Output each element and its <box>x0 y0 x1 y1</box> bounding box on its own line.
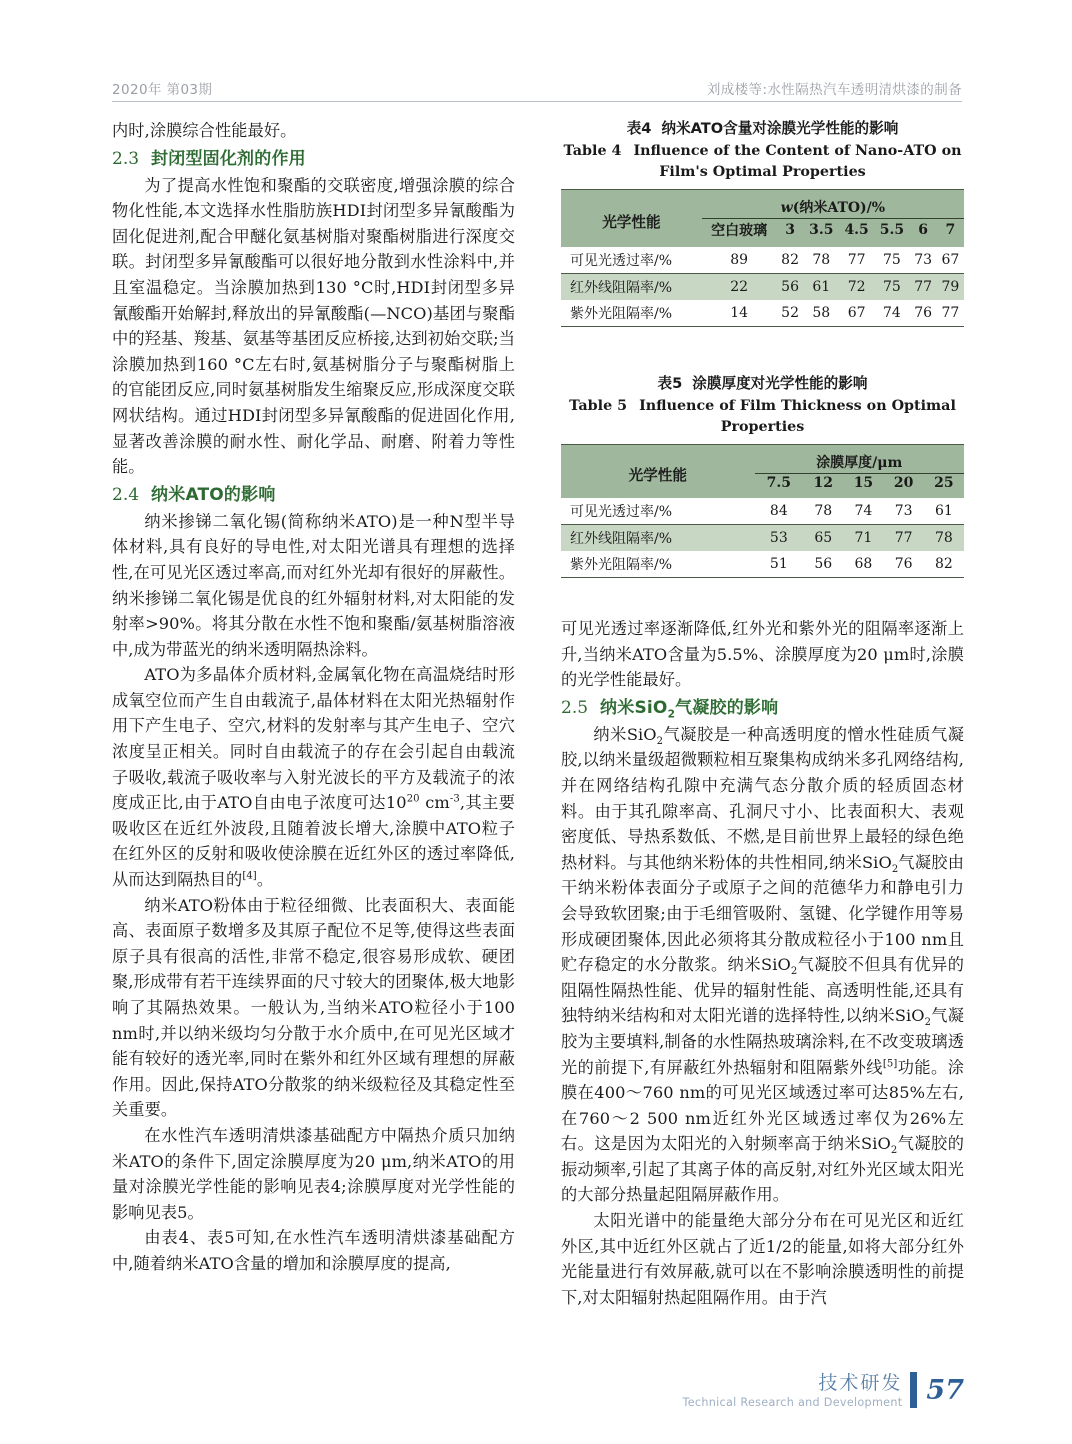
table-5-caption-en <box>561 396 964 438</box>
heading-2-5-title-pre: 纳米SiO <box>600 697 668 718</box>
table-4-body <box>561 247 964 327</box>
table-5-cell: 76 <box>884 551 924 578</box>
heading-2-4-number: 2.4 <box>112 484 140 505</box>
table-4-caption-en <box>561 141 964 183</box>
table-row <box>561 498 964 525</box>
table-4-cell: 77 <box>914 279 933 295</box>
table-4-group-symbol: w <box>780 200 793 216</box>
table-5-col-header: 12 <box>813 475 833 491</box>
table-5-group-row <box>561 445 964 474</box>
para-251-b: 气凝胶由干纳米粉体表面分子或原子之间的范德华力和静电引力会导致软团聚;由于毛细管吸附、氢键、化学键作用等易形成硬团聚体,因此必须将其分散成粒径小于100 nm且贮存稳定的水分散浆。纳米SiO <box>561 852 964 975</box>
sio2-subscript: 2 <box>790 966 798 978</box>
heading-2-5-subscript: 2 <box>667 708 676 721</box>
para-242-pre: ATO为多晶体介质材料,金属氧化物在高温烧结时形成氧空位而产生自由载流子,晶体材料在太阳光热辐射作用下产生电子、空穴,材料的发射率与其产生电子、空穴浓度呈正相关。同时自由载流子的存在会引起自由载流子吸收,载流子吸收率与入射光波长的平方及载流子的浓度成正比,由于ATO自由电子浓度可达10 <box>112 665 515 813</box>
table-5-cell: 84 <box>755 498 804 525</box>
paragraph-2-4-4: 在水性汽车透明清烘漆基础配方中隔热介质只加纳米ATO的条件下,固定涂膜厚度为20 μm,纳米ATO的用量对涂膜光学性能的影响见表4;涂膜厚度对光学性能的影响见表5。 <box>112 1125 515 1222</box>
running-head-title: 刘成楼等:水性隔热汽车透明清烘漆的制备 <box>706 82 962 98</box>
paragraph-2-4-5: 由表4、表5可知,在水性汽车透明清烘漆基础配方中,随着纳米ATO含量的增加和涂膜厚度的提高, <box>112 1228 515 1273</box>
running-head-rule <box>112 101 962 102</box>
paragraph-2-3-1: 为了提高水性饱和聚酯的交联密度,增强涂膜的综合物化性能,本文选择水性脂肪族HDI封闭型多异氰酸酯为固化促进剂,配合甲醚化氨基树脂对聚酯树脂进行深度交联。封闭型多异氰酸酯可以很好地分散到水性涂料中,并且室温稳定。当涂膜加热到130 °C时,HDI封闭型多异氰酸酯开始解封,释放出的异氰酸酯(—NCO)基团与聚酯中的羟基、羧基、氨基等基团反应桥接,达到初始交联;当涂膜加热到160 °C左右时,氨基树脂分子与聚酯树脂上的官能团反应,同时氨基树脂发生缩聚反应,形成深度交联网状结构。通过HDI封闭型多异氰酸酯的促进固化作用,显著改善涂膜的耐水性、耐化学品、耐磨、附着力等性能。 <box>112 175 515 477</box>
table-5-col-header: 25 <box>934 475 954 491</box>
table-4-col-header: 3.5 <box>809 222 834 238</box>
table-4-cell: 22 <box>730 279 749 295</box>
table-5-cell: 73 <box>884 498 924 525</box>
table-5-label-en: Table 5 <box>569 398 628 414</box>
para-251-f: 气凝胶的振动频率,引起了其离子体的高反射,对红外光区域太阳光的大部分热量起阻隔屏蔽作用。 <box>561 1134 964 1205</box>
running-head-issue: 2020年 第03期 <box>112 82 213 98</box>
heading-2-4-title: 纳米ATO的影响 <box>151 484 276 505</box>
table-4-cell: 61 <box>812 279 831 295</box>
right-column <box>561 118 964 1310</box>
citation-ref-4: [4] <box>242 870 257 882</box>
table-5-row-label: 可见光透过率/% <box>561 498 755 525</box>
paragraph-2-4-2 <box>112 662 515 892</box>
table-4 <box>561 189 964 327</box>
table-4-cell: 67 <box>839 300 874 327</box>
table-4-cell: 72 <box>847 279 866 295</box>
table-5-cell: 78 <box>803 498 843 525</box>
table-4-cell: 79 <box>941 279 960 295</box>
table-5-group-header: 涂膜厚度/μm <box>755 445 964 474</box>
table-5-cell: 71 <box>854 530 873 546</box>
table-4-row-label: 红外线阻隔率/% <box>570 280 673 296</box>
table-4-col-header: 7 <box>945 222 956 238</box>
table-row <box>561 525 964 552</box>
table-4-row-label: 紫外光阻隔率/% <box>561 300 702 327</box>
footer-label-en: Technical Research and Development <box>682 1395 903 1409</box>
table-4-title-en: Influence of the Content of Nano-ATO on Film's Optimal Properties <box>633 143 962 180</box>
table-4-caption-cn <box>561 118 964 140</box>
paragraph-continued: 内时,涂膜综合性能最好。 <box>112 121 297 140</box>
paragraph-2-4-1: 纳米掺锑二氧化锡(简称纳米ATO)是一种N型半导体材料,具有良好的导电性,对太阳光谱具有理想的选择性,在可见光区透过率高,而对红外光却有很好的屏蔽性。纳米掺锑二氧化锡是优良的红外辐射材料,对太阳能的发射率>90%。将其分散在水性不饱和聚酯/氨基树脂溶液中,成为带蓝光的纳米透明隔热涂料。 <box>112 511 515 659</box>
table-row <box>561 300 964 327</box>
table-4-cell: 73 <box>910 247 937 274</box>
table-5-cell: 53 <box>769 530 788 546</box>
page-number-badge <box>910 1372 964 1408</box>
table-5-body <box>561 498 964 578</box>
footer-label-cn: 技术研发 <box>818 1371 903 1394</box>
table-4-cell: 76 <box>910 300 937 327</box>
running-head <box>112 78 962 102</box>
para-242-superscript-20: 20 <box>406 793 420 805</box>
table-5-caption-cn <box>561 373 964 395</box>
table-4-group-row <box>561 190 964 219</box>
table-4-cell: 77 <box>839 247 874 274</box>
table-5-cell: 78 <box>934 530 953 546</box>
table-4-cell: 52 <box>776 300 803 327</box>
table-4-col-header: 4.5 <box>844 222 869 238</box>
table-4-group-rest: (纳米ATO)/% <box>792 200 886 216</box>
table-5-col-header: 20 <box>893 475 914 491</box>
heading-2-3-title: 封闭型固化剂的作用 <box>151 148 306 169</box>
table-4-col-header: 6 <box>918 222 929 238</box>
table-row <box>561 551 964 578</box>
table-4-cell: 82 <box>776 247 803 274</box>
two-column-body <box>112 118 964 1310</box>
table-4-head <box>561 190 964 248</box>
heading-2-5 <box>561 695 964 721</box>
page-footer <box>683 1372 965 1408</box>
table-5-cell: 56 <box>803 551 843 578</box>
heading-2-5-title-post: 气凝胶的影响 <box>675 697 779 718</box>
table-4-col-header: 空白玻璃 <box>711 223 768 239</box>
table-4-cell: 75 <box>874 247 909 274</box>
table-5-row-label: 红外线阻隔率/% <box>570 531 673 547</box>
table-5-stub-header: 光学性能 <box>561 445 755 499</box>
table-4-cell: 77 <box>937 300 964 327</box>
sio2-subscript: 2 <box>924 1017 932 1029</box>
citation-ref-5: [5] <box>882 1058 898 1070</box>
table-4-stub-header: 光学性能 <box>561 190 702 248</box>
para-251-e: 功能。涂膜在400～760 nm的可见光区域透过率可达85%左右,在760～2 500 nm近红外光区域透过率仅为26%左右。这是因为太阳光的入射频率高于纳米SiO <box>561 1057 964 1154</box>
para-251-a: 气凝胶是一种高透明度的憎水性硅质气凝胶,以纳米量级超微颗粒相互聚集构成纳米多孔网络结构,并在网络结构孔隙中充满气态分散介质的轻质固态材料。由于其孔隙率高、孔洞尺寸小、比表面积大、表观密度低、导热系数低、不燃,是目前世界上最轻的绿色绝热材料。与其他纳米粉体的共性相同,纳米SiO <box>561 724 964 872</box>
para-242-post: ,其主要吸收区在近红外波段,且随着波长增大,涂膜中ATO粒子在红外区的反射和吸收使涂膜在近红外区的透过率降低,从而达到隔热目的 <box>112 793 515 890</box>
footer-section-label <box>682 1371 903 1409</box>
para-251-d: 气凝胶为主要填料,制备的水性隔热玻璃涂料,在不改变玻璃透光的前提下,有屏蔽红外热辐射和阻隔紫外线 <box>561 1006 964 1077</box>
table-5-cell: 51 <box>755 551 804 578</box>
sio2-subscript: 2 <box>890 1145 898 1157</box>
table-4-title-cn: 纳米ATO含量对涂膜光学性能的影响 <box>661 120 899 137</box>
table-4-label-cn: 表4 <box>626 120 652 137</box>
table-4-cell: 89 <box>702 247 777 274</box>
heading-2-5-number: 2.5 <box>561 697 589 718</box>
table-row <box>561 274 964 301</box>
table-4-cell: 58 <box>804 300 839 327</box>
heading-2-3 <box>112 146 515 172</box>
paragraph-2-4-3: 纳米ATO粉体由于粒径细微、比表面积大、表面能高、表面原子数增多及其原子配位不足等,使得这些表面原子具有很高的活性,非常不稳定,很容易形成软、硬团聚,形成带有若干连续界面的尺寸较大的团聚体,极大地影响了其隔热效果。一般认为,当纳米ATO粒径小于100 nm时,并以纳米级均匀分散于水介质中,在可见光区域才能有较好的透光率,同时在紫外和红外区域有理想的屏蔽作用。因此,保持ATO分散浆的纳米级粒径及其稳定性至关重要。 <box>112 895 515 1120</box>
table-4-col-header: 5.5 <box>879 222 905 238</box>
table-row <box>561 247 964 274</box>
table-5-row-label: 紫外光阻隔率/% <box>561 551 755 578</box>
table-4-row-label: 可见光透过率/% <box>561 247 702 274</box>
table-5-head <box>561 445 964 499</box>
table-5-title-cn: 涂膜厚度对光学性能的影响 <box>692 375 868 392</box>
sio2-subscript: 2 <box>891 863 899 875</box>
table-4-col-header: 3 <box>785 222 795 238</box>
table-5 <box>561 444 964 578</box>
table-4-cell: 75 <box>883 279 901 295</box>
table-5-title-en: Influence of Film Thickness on Optimal Properties <box>639 398 956 435</box>
sio2-subscript: 2 <box>656 736 664 748</box>
paragraph-2-5-2: 太阳光谱中的能量绝大部分分布在可见光区和近红外区,其中近红外区就占了近1/2的能量,如将大部分红外光能量进行有效屏蔽,就可以在不影响涂膜透明性的前提下,对太阳辐射热起阻隔作用。由于汽 <box>561 1211 964 1307</box>
table-4-label-en: Table 4 <box>563 143 622 159</box>
table-5-cell: 68 <box>843 551 883 578</box>
heading-2-4 <box>112 482 515 508</box>
table-5-label-cn: 表5 <box>657 375 683 392</box>
table-5-col-header: 7.5 <box>766 475 792 491</box>
left-column <box>112 118 515 1310</box>
table-5-cell: 82 <box>924 551 964 578</box>
page-number: 57 <box>926 1374 964 1406</box>
table-4-cell: 14 <box>702 300 777 327</box>
table-5-cell: 74 <box>843 498 883 525</box>
para-242-mid: cm <box>419 793 450 813</box>
table-4-cell: 67 <box>937 247 964 274</box>
table-4-cell: 74 <box>874 300 909 327</box>
para-242-superscript-minus3: -3 <box>449 793 460 805</box>
table-4-group-header <box>702 190 964 219</box>
table-4-block <box>561 118 964 327</box>
table-5-col-header: 15 <box>853 475 874 491</box>
para-251-pre: 纳米SiO <box>593 724 657 744</box>
table-4-cell: 56 <box>781 279 799 295</box>
table-5-cell: 77 <box>894 530 913 546</box>
table-5-block <box>561 373 964 578</box>
table-4-cell: 78 <box>804 247 839 274</box>
paragraph-2-5-1 <box>561 722 964 1208</box>
heading-2-3-number: 2.3 <box>112 148 140 169</box>
table-5-cell: 61 <box>924 498 964 525</box>
para-251-c: 气凝胶不但具有优异的阻隔性隔热性能、优异的辐射性能、高透明性能,还具有独特纳米结构和对太阳光谱的选择特性,以纳米SiO <box>561 955 964 1026</box>
table-5-cell: 65 <box>814 530 833 546</box>
paragraph-right-continued: 可见光透过率逐渐降低,红外光和紫外光的阻隔率逐渐上升,当纳米ATO含量为5.5%、涂膜厚度为20 μm时,涂膜的光学性能最好。 <box>561 619 964 690</box>
para-242-end: 。 <box>256 870 274 890</box>
